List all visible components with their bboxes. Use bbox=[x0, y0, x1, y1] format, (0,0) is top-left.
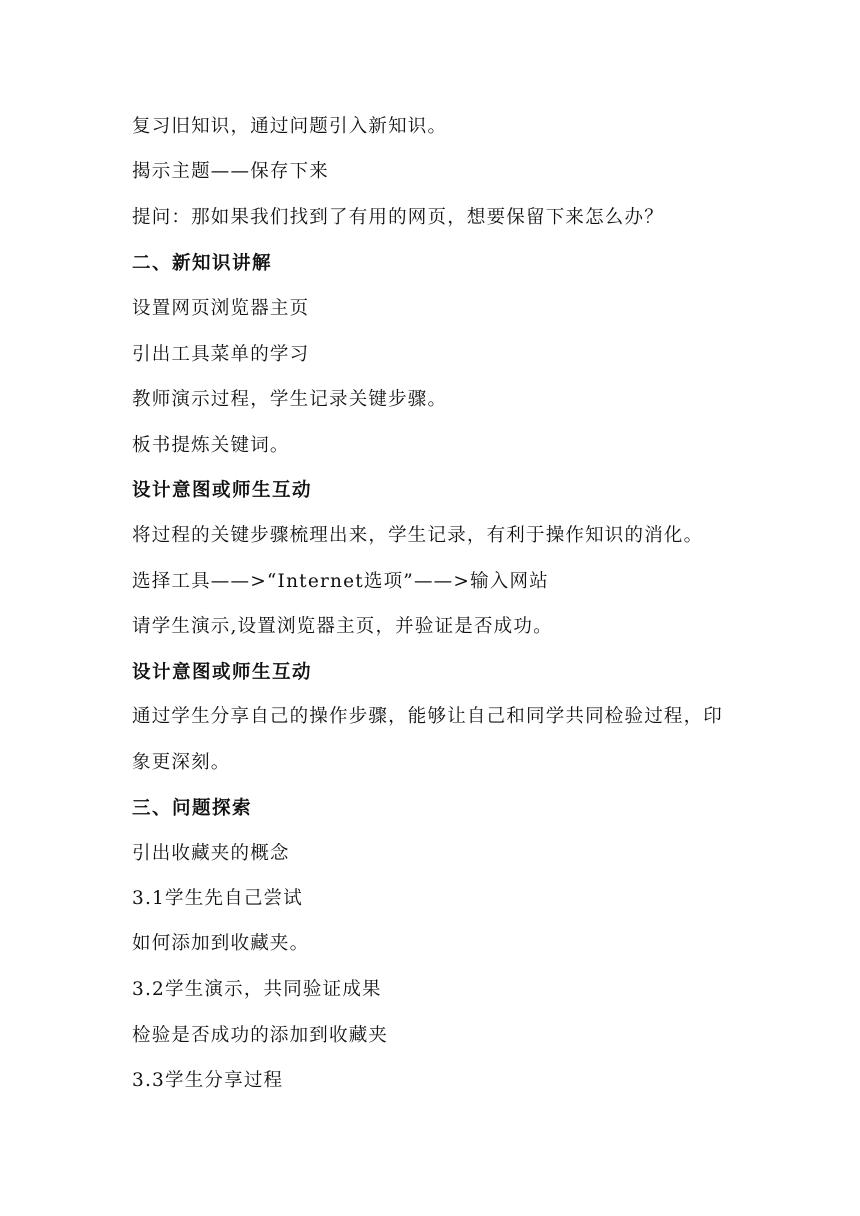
paragraph-teacher-demo: 教师演示过程，学生记录关键步骤。 bbox=[132, 389, 448, 410]
section-heading-new-knowledge: 二、新知识讲解 bbox=[132, 253, 273, 274]
paragraph-key-steps: 将过程的关键步骤梳理出来，学生记录，有利于操作知识的消化。 bbox=[132, 525, 704, 546]
design-intent-heading: 设计意图或师生互动 bbox=[132, 662, 313, 683]
design-intent-heading: 设计意图或师生互动 bbox=[132, 480, 313, 501]
paragraph-steps-path: 选择工具——>“Internet选项”——>输入网站 bbox=[132, 571, 549, 592]
paragraph-tools-menu: 引出工具菜单的学习 bbox=[132, 344, 310, 365]
paragraph-student-demo: 请学生演示,设置浏览器主页，并验证是否成功。 bbox=[132, 616, 553, 637]
paragraph-sharing-steps-cont: 象更深刻。 bbox=[132, 752, 231, 773]
paragraph-step-3-2: 3.2学生演示，共同验证成果 bbox=[132, 979, 382, 1000]
paragraph-set-homepage: 设置网页浏览器主页 bbox=[132, 298, 310, 319]
paragraph-board-keywords: 板书提炼关键词。 bbox=[132, 435, 290, 456]
section-heading-exploration: 三、问题探索 bbox=[132, 798, 253, 819]
paragraph-review: 复习旧知识，通过问题引入新知识。 bbox=[132, 116, 448, 137]
paragraph-step-3-1: 3.1学生先自己尝试 bbox=[132, 888, 303, 909]
paragraph-step-3-3: 3.3学生分享过程 bbox=[132, 1070, 284, 1091]
paragraph-favorites-concept: 引出收藏夹的概念 bbox=[132, 843, 290, 864]
paragraph-question: 提问：那如果我们找到了有用的网页，想要保留下来怎么办？ bbox=[132, 207, 664, 228]
paragraph-add-favorites: 如何添加到收藏夹。 bbox=[132, 933, 310, 954]
paragraph-verify-favorites: 检验是否成功的添加到收藏夹 bbox=[132, 1025, 389, 1046]
paragraph-sharing-steps: 通过学生分享自己的操作步骤，能够让自己和同学共同检验过程，印 bbox=[132, 706, 724, 727]
paragraph-topic: 揭示主题——保存下来 bbox=[132, 161, 330, 182]
